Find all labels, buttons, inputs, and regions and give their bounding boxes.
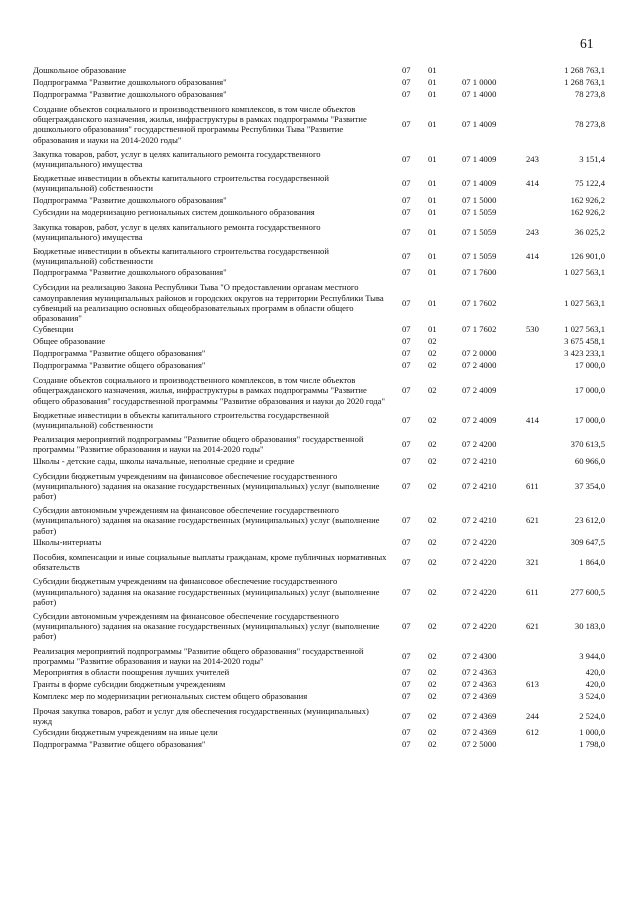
- table-row: [33, 323, 605, 335]
- subsection-code: 01: [428, 324, 437, 335]
- section-code: 07: [402, 727, 411, 738]
- amount: 2 524,0: [579, 711, 605, 722]
- amount: 162 926,2: [570, 206, 605, 217]
- target-article-code: 07 2 4210: [462, 515, 497, 526]
- section-code: 07: [402, 267, 411, 278]
- amount: 30 183,0: [574, 621, 605, 632]
- item-name: Пособия, компенсации и иные социальные выплаты гражданам, кроме публичных нормативных обязательств: [33, 551, 387, 573]
- subsection-code: 02: [428, 515, 437, 526]
- amount: 23 612,0: [574, 515, 605, 526]
- item-name: Подпрограмма "Развитие общего образования": [33, 348, 206, 359]
- table-row: [33, 100, 605, 145]
- item-name: Мероприятия в области поощрения лучших учителей: [33, 666, 230, 677]
- section-code: 07: [402, 206, 411, 217]
- target-article-code: 07 2 4369: [462, 690, 497, 701]
- target-article-code: 07 1 5059: [462, 206, 497, 217]
- table-row: [33, 690, 605, 702]
- item-name: Школы - детские сады, школы начальные, неполные средние и средние: [33, 455, 295, 466]
- table-row: [33, 335, 605, 347]
- expense-type-code: 321: [526, 556, 539, 567]
- amount: 36 025,2: [574, 226, 605, 237]
- expense-type-code: 611: [526, 586, 539, 597]
- subsection-code: 01: [428, 226, 437, 237]
- budget-table: [33, 64, 605, 750]
- table-row: [33, 145, 605, 169]
- target-article-code: 07 1 7600: [462, 267, 497, 278]
- target-article-code: 07 1 5059: [462, 226, 497, 237]
- expense-type-code: 414: [526, 414, 539, 425]
- section-code: 07: [402, 324, 411, 335]
- amount: 3 524,0: [579, 690, 605, 701]
- subsection-code: 02: [428, 536, 437, 547]
- amount: 3 675 458,1: [564, 336, 605, 347]
- expense-type-code: [526, 206, 556, 218]
- section-code: 07: [402, 739, 411, 750]
- subsection-code: 02: [428, 621, 437, 632]
- amount: 277 600,5: [570, 586, 605, 597]
- target-article-code: 07 2 4210: [462, 480, 497, 491]
- section-code: 07: [402, 76, 411, 87]
- target-article-code: 07 1 0000: [462, 76, 497, 87]
- table-row: [33, 455, 605, 467]
- target-article-code: 07 2 0000: [462, 348, 497, 359]
- table-row: [33, 666, 605, 678]
- target-article-code: 07 2 4220: [462, 586, 497, 597]
- amount: 3 423 233,1: [564, 348, 605, 359]
- amount: 1 864,0: [579, 556, 605, 567]
- amount: 17 000,0: [574, 385, 605, 396]
- subsection-code: 02: [428, 455, 437, 466]
- amount: 1 027 563,1: [564, 297, 605, 308]
- target-article-code: 07 2 4200: [462, 439, 497, 450]
- target-article-code: 07 1 7602: [462, 324, 497, 335]
- item-name: Подпрограмма "Развитие дошкольного образования": [33, 194, 227, 205]
- item-name: Создание объектов социального и производственного комплексов, в том числе объектов общегражданского назначения, жилья, инфраструктуры в рамках подпрограммы "Развитие общего образования" государственной программы "Развитие образования и науки до 2020 года": [33, 375, 385, 406]
- amount: 420,0: [585, 678, 605, 689]
- target-article-code: 07 1 4000: [462, 88, 497, 99]
- expense-type-code: [526, 335, 556, 347]
- section-code: 07: [402, 119, 411, 130]
- table-row: [33, 430, 605, 454]
- table-row: [33, 218, 605, 242]
- amount: 162 926,2: [570, 194, 605, 205]
- target-article-code: 07 1 4009: [462, 178, 497, 189]
- table-row: [33, 88, 605, 100]
- page-number: 61: [580, 36, 594, 51]
- budget-table-body: [33, 64, 605, 750]
- item-name: Школы-интернаты: [33, 536, 102, 547]
- expense-type-code: [526, 64, 556, 76]
- expense-type-code: 243: [526, 226, 539, 237]
- subsection-code: 02: [428, 650, 437, 661]
- item-name: Подпрограмма "Развитие дошкольного образования": [33, 267, 227, 278]
- section-code: 07: [402, 178, 411, 189]
- table-row: [33, 467, 605, 502]
- expense-type-code: 612: [526, 727, 539, 738]
- section-code: 07: [402, 385, 411, 396]
- section-code: 07: [402, 515, 411, 526]
- item-name: Субсидии бюджетным учреждениям на финансовое обеспечение государственного (муниципального) задания на оказание государственных (муниципальных) услуг (выполнение работ): [33, 470, 380, 502]
- target-article-code: 07 2 4300: [462, 650, 497, 661]
- expense-type-code: [526, 666, 556, 678]
- section-code: 07: [402, 480, 411, 491]
- target-article-code: 07 2 4009: [462, 414, 497, 425]
- subsection-code: 01: [428, 194, 437, 205]
- subsection-code: 02: [428, 711, 437, 722]
- subsection-code: 02: [428, 360, 437, 371]
- amount: 420,0: [585, 666, 605, 677]
- table-row: [33, 347, 605, 359]
- subsection-code: 01: [428, 119, 437, 130]
- table-row: [33, 678, 605, 690]
- item-name: Субсидии автономным учреждениям на финансовое обеспечение государственного (муниципального) задания на оказание государственных (муниципальных) услуг (выполнение работ): [33, 505, 380, 536]
- target-article-code: 07 2 4220: [462, 556, 497, 567]
- expense-type-code: 530: [526, 324, 539, 335]
- section-code: 07: [402, 586, 411, 597]
- item-name: Бюджетные инвестиции в объекты капитального строительства государственной (муниципальной) собственности: [33, 409, 329, 431]
- target-article-code: [456, 335, 526, 347]
- amount: 78 273,8: [574, 88, 605, 99]
- amount: 17 000,0: [574, 414, 605, 425]
- item-name: Подпрограмма "Развитие общего образования": [33, 360, 206, 371]
- amount: 1 027 563,1: [564, 324, 605, 335]
- section-code: 07: [402, 678, 411, 689]
- subsection-code: 01: [428, 76, 437, 87]
- amount: 309 647,5: [570, 536, 605, 547]
- subsection-code: 01: [428, 178, 437, 189]
- amount: 1 000,0: [579, 727, 605, 738]
- item-name: Реализация мероприятий подпрограммы "Развитие общего образования" государственной программы "Развитие образования и науки на 2014-2020 годы": [33, 434, 364, 455]
- table-row: [33, 406, 605, 430]
- table-row: [33, 266, 605, 278]
- expense-type-code: [526, 642, 556, 666]
- target-article-code: 07 2 4369: [462, 727, 497, 738]
- expense-type-code: 621: [526, 621, 539, 632]
- table-row: [33, 572, 605, 607]
- target-article-code: 07 1 4009: [462, 119, 497, 130]
- target-article-code: 07 1 7602: [462, 297, 497, 308]
- target-article-code: 07 2 4363: [462, 666, 497, 677]
- subsection-code: 01: [428, 251, 437, 262]
- amount: 75 122,4: [574, 178, 605, 189]
- table-row: [33, 702, 605, 726]
- expense-type-code: 414: [526, 251, 539, 262]
- amount: 17 000,0: [574, 360, 605, 371]
- amount: 1 268 763,1: [564, 64, 605, 75]
- subsection-code: 02: [428, 480, 437, 491]
- item-name: Гранты в форме субсидии бюджетным учреждениям: [33, 678, 226, 689]
- expense-type-code: [526, 455, 556, 467]
- subsection-code: 02: [428, 336, 437, 347]
- expense-type-code: [526, 266, 556, 278]
- table-row: [33, 359, 605, 371]
- target-article-code: 07 2 4363: [462, 678, 497, 689]
- amount: 1 027 563,1: [564, 267, 605, 278]
- section-code: 07: [402, 536, 411, 547]
- table-row: [33, 169, 605, 193]
- subsection-code: 02: [428, 586, 437, 597]
- section-code: 07: [402, 556, 411, 567]
- item-name: Дошкольное образование: [33, 64, 127, 75]
- target-article-code: 07 2 4220: [462, 621, 497, 632]
- amount: 126 901,0: [570, 251, 605, 262]
- table-row: [33, 536, 605, 548]
- section-code: 07: [402, 336, 411, 347]
- expense-type-code: [526, 536, 556, 548]
- amount: 1 798,0: [579, 739, 605, 750]
- section-code: 07: [402, 666, 411, 677]
- section-code: 07: [402, 360, 411, 371]
- table-row: [33, 726, 605, 738]
- subsection-code: 01: [428, 64, 437, 75]
- target-article-code: 07 2 4210: [462, 455, 497, 466]
- expense-type-code: [526, 430, 556, 454]
- amount: 3 944,0: [579, 650, 605, 661]
- expense-type-code: [526, 100, 556, 145]
- expense-type-code: [526, 371, 556, 406]
- subsection-code: 01: [428, 88, 437, 99]
- item-name: Подпрограмма "Развитие дошкольного образования": [33, 76, 227, 87]
- section-code: 07: [402, 194, 411, 205]
- section-code: 07: [402, 64, 411, 75]
- target-article-code: 07 2 4369: [462, 711, 497, 722]
- subsection-code: 02: [428, 678, 437, 689]
- table-row: [33, 206, 605, 218]
- table-row: [33, 194, 605, 206]
- item-name: Бюджетные инвестиции в объекты капитального строительства государственной (муниципальной) собственности: [33, 173, 329, 194]
- target-article-code: [456, 64, 526, 76]
- item-name: Комплекс мер по модернизации региональных систем общего образования: [33, 690, 308, 701]
- item-name: Прочая закупка товаров, работ и услуг для обеспечения государственных (муниципальных) нужд: [33, 705, 369, 727]
- expense-type-code: 613: [526, 678, 539, 689]
- subsection-code: 02: [428, 414, 437, 425]
- section-code: 07: [402, 621, 411, 632]
- expense-type-code: 244: [526, 711, 539, 722]
- subsection-code: 02: [428, 385, 437, 396]
- item-name: Субсидии бюджетным учреждениям на иные цели: [33, 727, 218, 738]
- target-article-code: 07 2 5000: [462, 739, 497, 750]
- item-name: Субсидии на модернизацию региональных систем дошкольного образования: [33, 206, 315, 217]
- target-article-code: 07 1 5059: [462, 251, 497, 262]
- table-row: [33, 242, 605, 266]
- item-name: Субсидии автономным учреждениям на финансовое обеспечение государственного (муниципального) задания на оказание государственных (муниципальных) услуг (выполнение работ): [33, 610, 380, 642]
- target-article-code: 07 2 4009: [462, 385, 497, 396]
- subsection-code: 02: [428, 690, 437, 701]
- section-code: 07: [402, 455, 411, 466]
- section-code: 07: [402, 690, 411, 701]
- item-name: Субсидии бюджетным учреждениям на финансовое обеспечение государственного (муниципального) задания на оказание государственных (муниципальных) услуг (выполнение работ): [33, 576, 380, 607]
- table-row: [33, 738, 605, 750]
- subsection-code: 02: [428, 556, 437, 567]
- subsection-code: 02: [428, 439, 437, 450]
- subsection-code: 02: [428, 739, 437, 750]
- item-name: Бюджетные инвестиции в объекты капитального строительства государственной (муниципальной) собственности: [33, 246, 329, 267]
- item-name: Подпрограмма "Развитие дошкольного образования": [33, 88, 227, 99]
- amount: 1 268 763,1: [564, 76, 605, 87]
- expense-type-code: 621: [526, 515, 539, 526]
- target-article-code: 07 2 4000: [462, 360, 497, 371]
- table-row: [33, 642, 605, 666]
- amount: 370 613,5: [570, 439, 605, 450]
- target-article-code: 07 1 5000: [462, 194, 497, 205]
- subsection-code: 01: [428, 297, 437, 308]
- amount: 3 151,4: [579, 153, 605, 164]
- subsection-code: 02: [428, 727, 437, 738]
- expense-type-code: [526, 690, 556, 702]
- section-code: 07: [402, 88, 411, 99]
- table-row: [33, 64, 605, 76]
- expense-type-code: [526, 738, 556, 750]
- section-code: 07: [402, 226, 411, 237]
- expense-type-code: 414: [526, 178, 539, 189]
- target-article-code: 07 1 4009: [462, 153, 497, 164]
- item-name: Реализация мероприятий подпрограммы "Развитие общего образования" государственной программы "Развитие образования и науки на 2014-2020 годы": [33, 645, 364, 666]
- amount: 37 354,0: [574, 480, 605, 491]
- item-name: Субвенции: [33, 324, 74, 335]
- table-row: [33, 501, 605, 536]
- table-row: [33, 76, 605, 88]
- expense-type-code: [526, 278, 556, 323]
- item-name: Общее образование: [33, 336, 106, 347]
- subsection-code: 02: [428, 666, 437, 677]
- item-name: Создание объектов социального и производственного комплексов, в том числе объектов общегражданского назначения, жилья, инфраструктуры в рамках подпрограммы "Развитие дошкольного образования" государственной программы Республики Тыва "Развитие образования и науки на 2014-2020 годы": [33, 104, 367, 145]
- section-code: 07: [402, 153, 411, 164]
- expense-type-code: 243: [526, 153, 539, 164]
- item-name: Закупка товаров, работ, услуг в целях капитального ремонта государственного (муниципального) имущества: [33, 221, 321, 242]
- expense-type-code: [526, 359, 556, 371]
- section-code: 07: [402, 414, 411, 425]
- expense-type-code: [526, 347, 556, 359]
- subsection-code: 01: [428, 267, 437, 278]
- amount: 78 273,8: [574, 119, 605, 130]
- target-article-code: 07 2 4220: [462, 536, 497, 547]
- section-code: 07: [402, 439, 411, 450]
- section-code: 07: [402, 650, 411, 661]
- expense-type-code: 611: [526, 480, 539, 491]
- table-row: [33, 278, 605, 323]
- subsection-code: 01: [428, 206, 437, 217]
- table-row: [33, 548, 605, 572]
- expense-type-code: [526, 88, 556, 100]
- item-name: Субсидии на реализацию Закона Республики Тыва "О предоставлении органам местного самоуправления муниципальных районов и городских округов на территории Республики Тыва субвенций на реализацию основных общеобразовательных программ в области общего образования": [33, 282, 384, 324]
- expense-type-code: [526, 76, 556, 88]
- subsection-code: 02: [428, 348, 437, 359]
- section-code: 07: [402, 297, 411, 308]
- table-row: [33, 371, 605, 406]
- section-code: 07: [402, 251, 411, 262]
- amount: 60 966,0: [574, 455, 605, 466]
- item-name: Подпрограмма "Развитие общего образования": [33, 739, 206, 750]
- section-code: 07: [402, 711, 411, 722]
- item-name: Закупка товаров, работ, услуг в целях капитального ремонта государственного (муниципального) имущества: [33, 148, 321, 170]
- section-code: 07: [402, 348, 411, 359]
- table-row: [33, 607, 605, 642]
- expense-type-code: [526, 194, 556, 206]
- subsection-code: 01: [428, 153, 437, 164]
